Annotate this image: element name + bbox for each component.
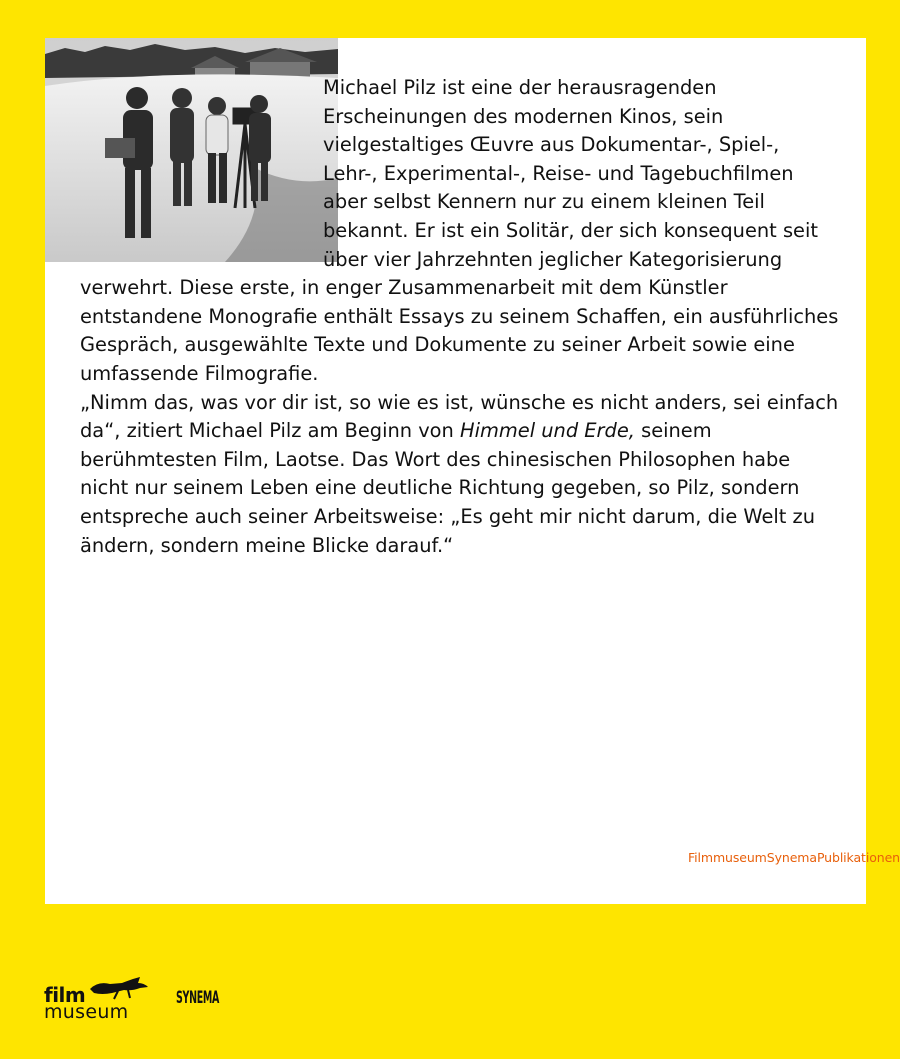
synema-logo: SYNEMA (176, 988, 220, 1008)
logo-film-text: film (44, 983, 86, 1007)
photo-wrap-spacer (45, 38, 323, 256)
cover-blurb (80, 74, 840, 560)
blurb-paragraph-2-end: seinem berühmtesten Film, Laotse. Das Wort des chinesischen Philosophen habe nicht nur seinem Leben eine deutliche Richtung gegeben, so Pilz, sondern entspreche auch seiner Arbeitsweise: „Es geht mir nicht darum, die Welt zu ändern, sondern meine Blicke darauf.“ (80, 419, 815, 557)
series-label: FilmmuseumSynemaPublikationen (687, 850, 900, 865)
filmmuseum-logo (44, 975, 156, 1025)
blurb-paragraph-2-start: „Nimm das, was vor dir ist, so wie es ist, wünsche es nicht anders, sei einfach da“, zitiert Michael Pilz am Beginn von (80, 390, 839, 443)
cover-panel (45, 38, 866, 904)
creature-logo-icon (88, 975, 150, 1001)
blurb-paragraph-2 (80, 389, 840, 561)
logo-museum-text: museum (44, 1001, 129, 1023)
blurb-paragraph-1: Michael Pilz ist eine der herausragenden Erscheinungen des modernen Kinos, sein vielgestaltiges Œuvre aus Dokumentar-, Spiel-, Lehr-, Experimental-, Reise- und Tagebuchfilmen aber selbst Kennern nur zu einem kleinen Teil bekannt. Er ist ein Solitär, der sich konsequent seit über vier Jahrzehnten jeglicher Kategorisierung verwehrt. Diese erste, in enger Zusammenarbeit mit dem Künstler entstandene Monografie enthält Essays zu seinem Schaffen, ein ausführliches Gespräch, ausgewählte Texte und Dokumente zu seiner Arbeit sowie eine umfassende Filmografie. (80, 76, 839, 385)
film-title: Himmel und Erde, (460, 419, 635, 443)
